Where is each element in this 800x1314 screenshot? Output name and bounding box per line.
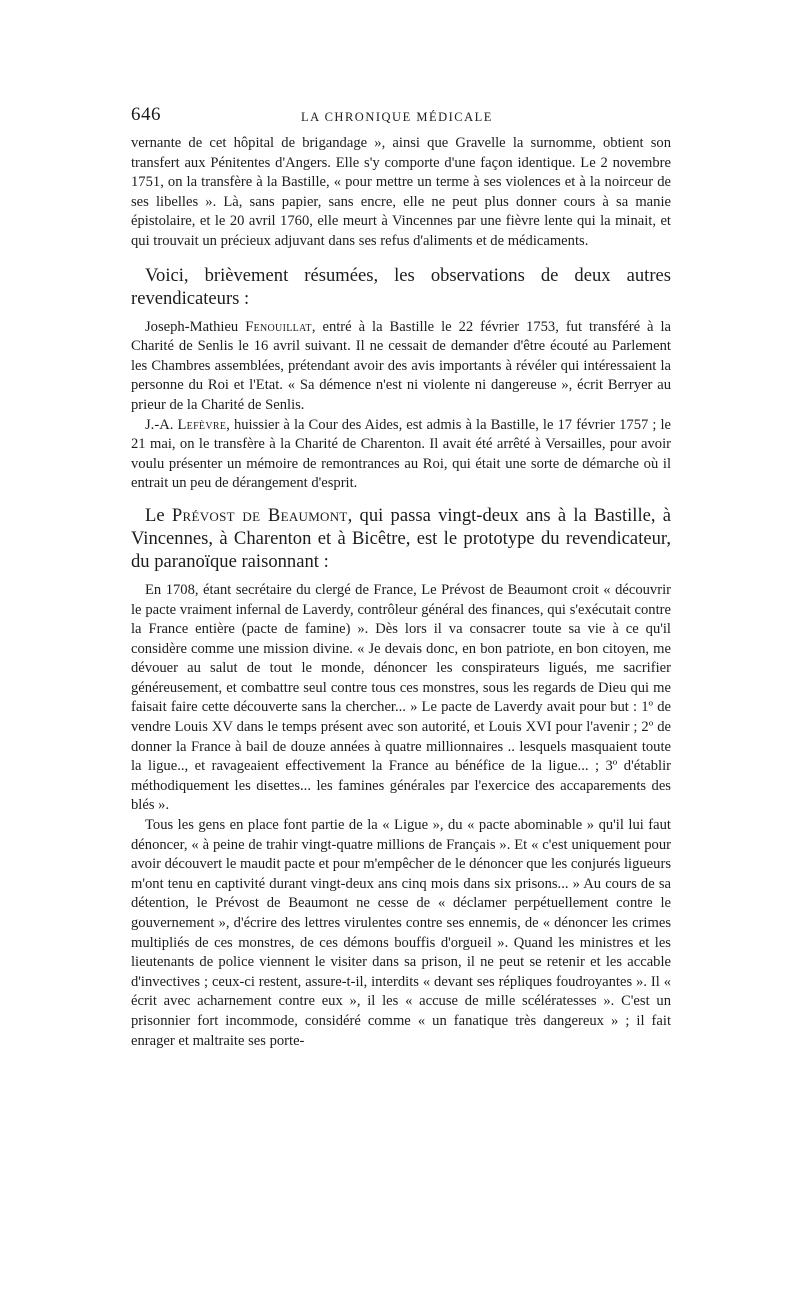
section-heading-prevost bbox=[131, 504, 671, 573]
section-heading-revendicateurs: Voici, brièvement résumées, les observations de deux autres revendicateurs : bbox=[131, 264, 671, 309]
observations-list bbox=[131, 318, 671, 494]
lefevre-text: , huissier à la Cour des Aides, est admis à la Bastille, le 17 février 1757 ; le 21 mai, on le transfère à la Charité de Charenton. Il avait été arrêté à Versailles, pour avoir voulu présenter un mémoire de remontrances au Roi, qui était une sorte de démarche où il entrait un peu de dérangement d'esprit. bbox=[131, 416, 672, 492]
paragraph-1708: En 1708, étant secrétaire du clergé de France, Le Prévost de Beaumont croit « découvrir le pacte vraiment infernal de Laverdy, contrôleur général des finances, qui s'exécutait contre la France entière (pacte de famine) ». Dès lors il va consacrer toute sa vie à ce qu'il considère comme une mission divine. « Je devais donc, en bon patriote, en bon citoyen, me dévouer au salut de tout le monde, dénoncer les conspirateurs ligués, me sacrifier généreusement, et combattre seul contre tous ces monstres, sous les regards de Dieu qui me faisait faire cette découverte sans la chercher... » Le pacte de Laverdy avait pour but : 1º de vendre Louis XV dans le temps présent avec son autorité, et Louis XVI pour l'avenir ; 2º de donner la France à bail de douze années à quatre millionnaires .. lesquels masquaient toute la ligue.., et ravageaient effectivement la France au bénéfice de la ligue... ; 3º d'établir méthodiquement les disettes... les famines générales par l'exercice des accaparements des blés ». bbox=[131, 581, 671, 814]
prevost-section bbox=[131, 581, 671, 1051]
lefevre-surname: Lefèvre bbox=[177, 416, 227, 433]
journal-title: LA CHRONIQUE MÉDICALE bbox=[301, 110, 493, 124]
document-page bbox=[131, 104, 671, 1051]
lefevre-first-name: J.-A. bbox=[145, 416, 178, 433]
heading-text: , qui passa vingt-deux ans à la Bastille, à Vincennes, à Charenton et à Bicêtre, est le prototype du revendicateur, du paranoïque raisonnant : bbox=[131, 504, 672, 572]
fenouillat-surname: Fenouillat bbox=[245, 318, 312, 335]
heading-prefix: Le bbox=[145, 504, 172, 526]
page-number: 646 bbox=[131, 104, 161, 125]
fenouillat-text: , entré à la Bastille le 22 février 1753, fut transféré à la Charité de Senlis le 16 avril suivant. Il ne cessait de demander d'être écouté au Parlement les Chambres assemblées, prétendant avoir des avis importants à révéler qui intéressaient la personne du Roi et l'Etat. « Sa démence n'est ni violente ni dangereuse », écrit Berryer au prieur de la Charité de Senlis. bbox=[131, 318, 671, 413]
paragraph-ligue: Tous les gens en place font partie de la « Ligue », du « pacte abominable » qu'il lui faut dénoncer, « à peine de trahir vingt-quatre millions de Français ». Et « c'est uniquement pour avoir découvert le maudit pacte et pour m'empêcher de le dénoncer que les conjurés ligueurs m'ont tenu en captivité durant vingt-deux ans cinq mois dans six prisons... » Au cours de sa détention, le Prévost de Beaumont ne cesse de « déclamer perpétuellement contre le gouvernement », d'écrire des lettres virulentes contre ses ennemis, de « dénoncer les crimes multipliés de ces monstres, de ces démons bouffis d'orgueil ». Quand les ministres et les lieutenants de police viennent le visiter dans sa prison, il ne peut se retenir et les accable d'invectives ; ceux-ci restent, assure-t-il, interdits « devant ses répliques foudroyantes ». Il « écrit avec acharnement contre eux », il les « accuse de mille scélératesses ». C'est un prisonnier fort incommode, considéré comme « un fanatique très dangereux » ; il fait enrager et maltraite ses porte- bbox=[131, 817, 671, 1049]
article-body bbox=[131, 134, 671, 252]
heading-name: Prévost de Beaumont bbox=[171, 504, 348, 526]
fenouillat-first-name: Joseph-Mathieu bbox=[145, 318, 246, 335]
observation-lefevre bbox=[131, 416, 671, 494]
observation-fenouillat bbox=[131, 318, 671, 416]
running-head bbox=[131, 104, 671, 134]
intro-paragraph: vernante de cet hôpital de brigandage », ainsi que Gravelle la surnomme, obtient son transfert aux Pénitentes d'Angers. Elle s'y comporte d'une façon identique. Le 2 novembre 1751, on la transfère à la Bastille, « pour mettre un terme à ses violences et à la noirceur de ses libelles ». Là, sans papier, sans encre, elle ne peut plus donner cours à sa manie épistolaire, et le 20 avril 1760, elle meurt à Vincennes par une fièvre lente qui la minait, et qui trouvait un précieux adjuvant dans ses refus d'aliments et de médicaments. bbox=[131, 135, 671, 249]
